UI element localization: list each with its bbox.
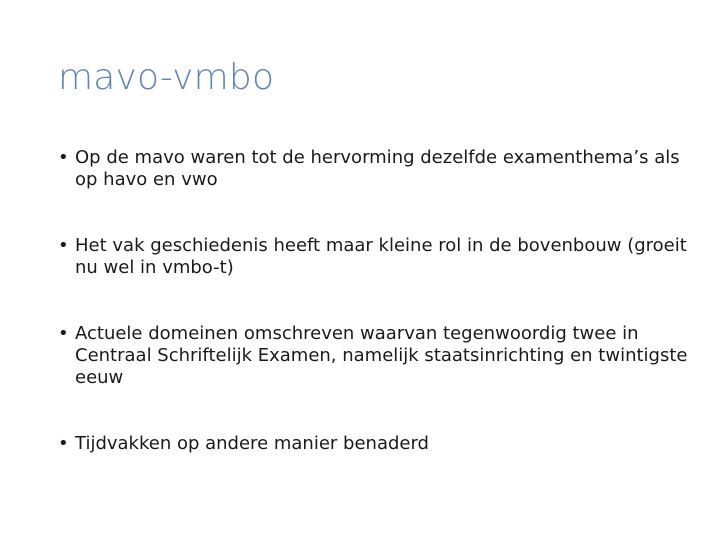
bullet-text: Actuele domeinen omschreven waarvan tegenwoordig twee in Centraal Schriftelijk Examen, namelijk staatsinrichting en twintigste eeuw	[75, 323, 688, 388]
bullet-marker: •	[58, 433, 69, 454]
slide-title: mavo-vmbo	[58, 57, 275, 98]
bullet-marker: •	[58, 147, 69, 168]
bullet-text: Op de mavo waren tot de hervorming dezelfde examenthema’s als op havo en vwo	[75, 147, 680, 190]
bullet-text: Het vak geschiedenis heeft maar kleine rol in de bovenbouw (groeit nu wel in vmbo-t)	[75, 235, 687, 278]
bullet-list	[58, 147, 698, 455]
bullet-text: Tijdvakken op andere manier benaderd	[75, 433, 429, 454]
bullet-marker: •	[58, 323, 69, 344]
bullet-marker: •	[58, 235, 69, 256]
bullet-item	[58, 323, 698, 389]
bullet-item	[58, 433, 698, 455]
bullet-item	[58, 235, 698, 279]
bullet-item	[58, 147, 698, 191]
